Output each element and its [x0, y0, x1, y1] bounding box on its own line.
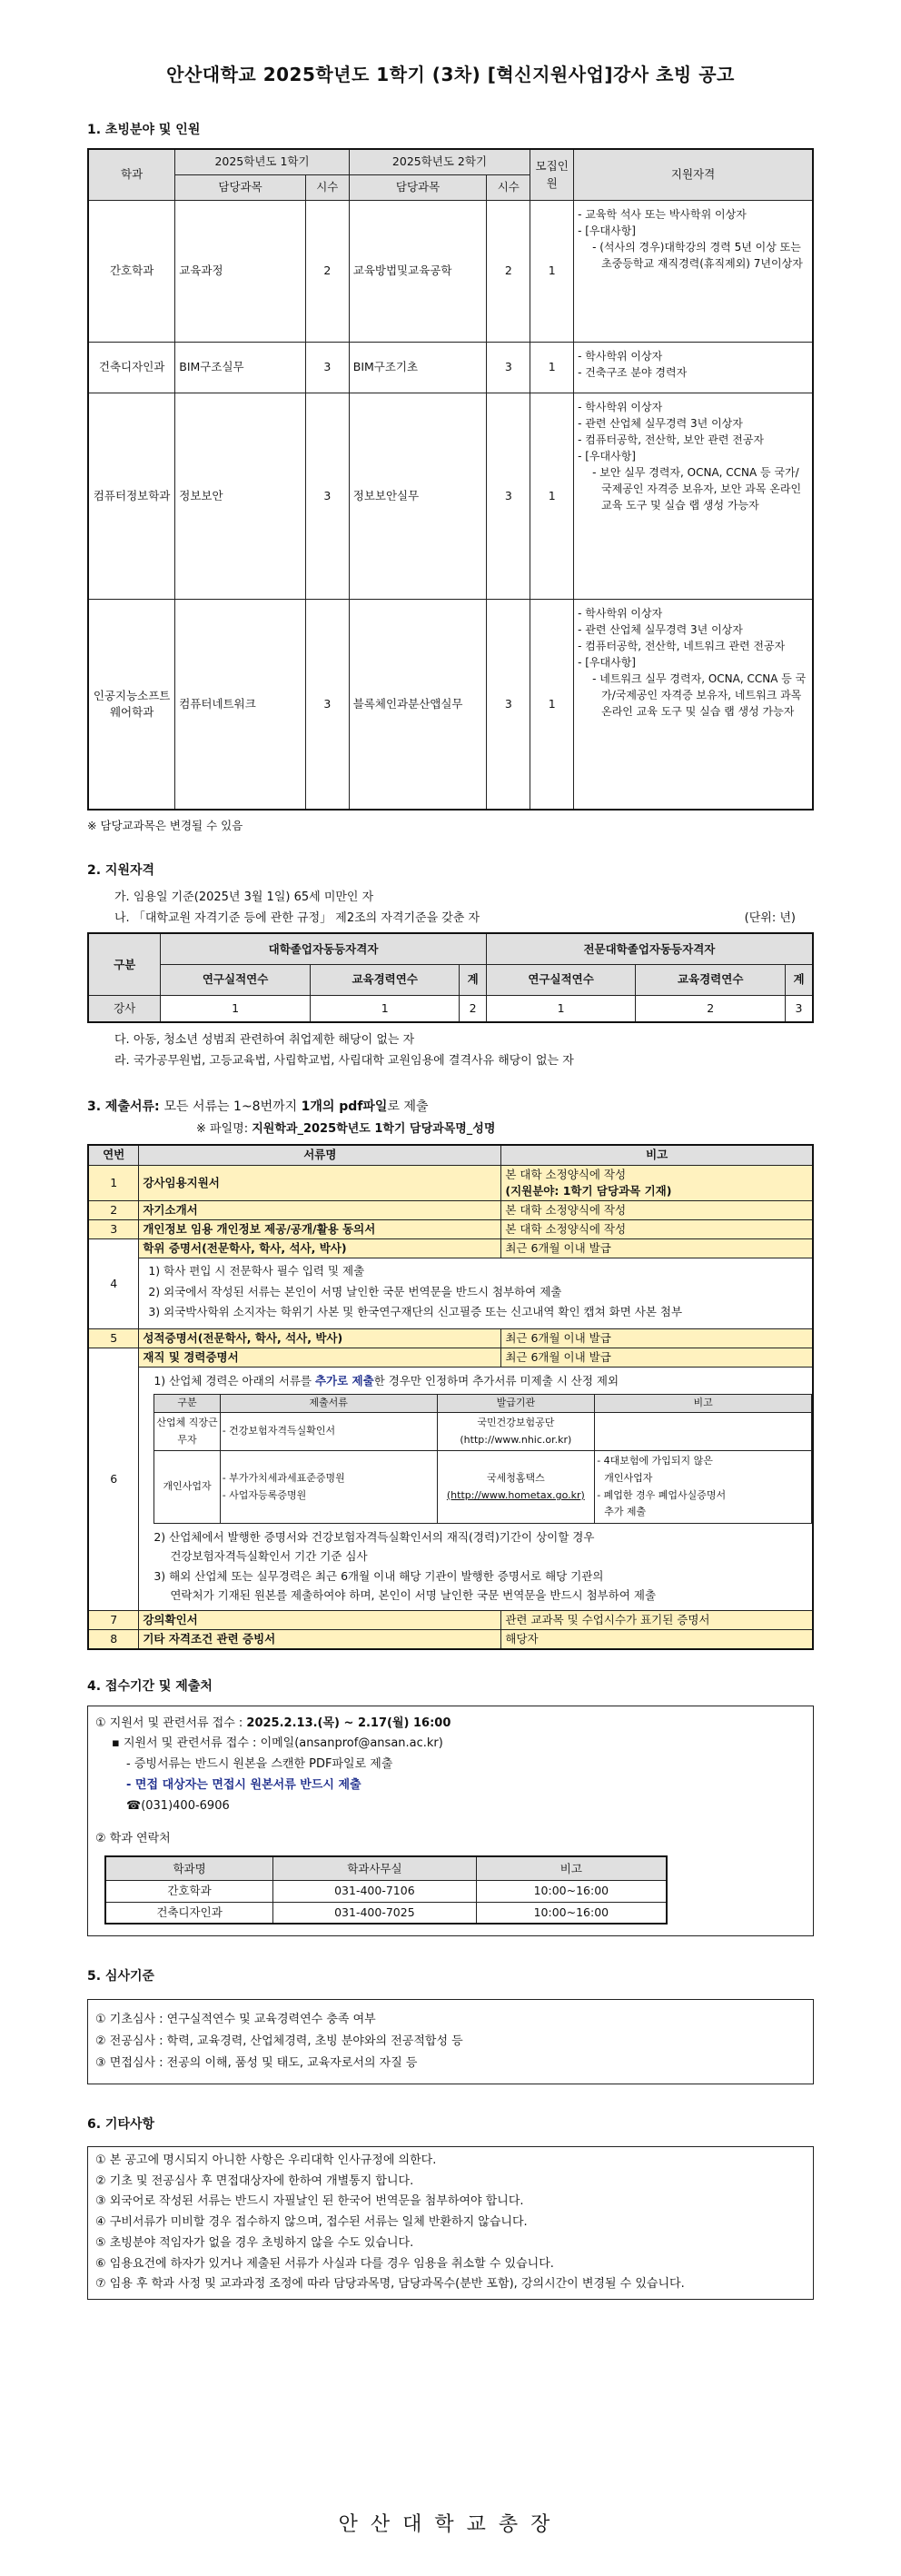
header-rem: 비고	[595, 1395, 812, 1413]
qual-ga: 가. 임용일 기준(2025년 3월 1일) 65세 미만인 자	[114, 890, 374, 904]
header-dept: 학과	[88, 149, 175, 200]
header-qual: 지원자격	[574, 149, 813, 200]
section-2-heading: 2. 지원자격	[87, 863, 155, 879]
kind-cell: 개인사업자	[154, 1451, 220, 1524]
intro-text: 모든 서류는 1~8번까지	[163, 1099, 302, 1115]
header-org: 발급기관	[437, 1395, 595, 1413]
header-doc: 제출서류	[220, 1395, 437, 1413]
qual-line: - [우대사항]	[578, 224, 636, 237]
org-cell	[437, 1413, 595, 1451]
misc-item: ⑦ 임용 후 학과 사정 및 교과과정 조정에 따라 담당과목명, 담당과목수(분반 포함), 강의시간이 변경될 수 있습니다.	[95, 2277, 685, 2292]
doc-remark: 최근 6개월 이내 발급	[501, 1239, 813, 1258]
header-dept: 학과명	[105, 1856, 273, 1880]
table-row	[88, 1165, 813, 1200]
rem-cell	[595, 1451, 812, 1524]
header-edu: 교육경력연수	[636, 964, 786, 995]
detail-line: 건강보험자격득실확인서 기간 기준 심사	[170, 1549, 368, 1564]
detail-line: 3) 해외 산업체 또는 실무경력은 최근 6개월 이내 해당 기관이 발행한 증명서로 해당 기관의	[153, 1568, 604, 1583]
header-coll: 전문대학졸업자동등자격자	[486, 933, 813, 964]
course-cell: 정보보안실무	[349, 393, 487, 599]
table-row	[88, 1611, 813, 1630]
criteria-item: ① 기초심사 : 연구실적연수 및 교육경력연수 충족 여부	[95, 2012, 376, 2026]
qual-line: - [우대사항]	[578, 449, 636, 462]
header-edu: 교육경력연수	[310, 964, 460, 995]
header-rem: 비고	[501, 1145, 813, 1165]
dept-cell: 컴퓨터정보학과	[88, 393, 175, 599]
doc-remark: 관련 교과목 및 수업시수가 표기된 증명서	[501, 1611, 813, 1630]
pdf-note: - 증빙서류는 반드시 원본을 스캔한 PDF파일로 제출	[126, 1757, 393, 1772]
remark-line: 본 대학 소정양식에 작성	[505, 1167, 627, 1181]
doc-line: - 부가가치세과세표준증명원	[222, 1472, 345, 1485]
detail-text: 한 경우만 인정하며 추가서류 미제출 시 산정 제외	[373, 1374, 619, 1388]
dept-cell: 건축디자인과	[105, 1902, 273, 1924]
kind-cell: 산업체 직장근무자	[154, 1413, 220, 1451]
table-row	[88, 599, 813, 810]
table-row-detail	[88, 1258, 813, 1329]
org-cell	[437, 1451, 595, 1524]
doc-remark: 본 대학 소정양식에 작성	[501, 1200, 813, 1219]
doc-cell: - 건강보험자격득실확인서	[220, 1413, 437, 1451]
detail-line: 2) 산업체에서 발행한 증명서와 건강보험자격득실확인서의 재직(경력)기간이 상이할 경우	[153, 1530, 595, 1545]
table-row	[88, 1239, 813, 1258]
period-label: ① 지원서 및 관련서류 접수 :	[95, 1716, 247, 1730]
course-cell: 교육방법및교육공학	[349, 200, 487, 342]
section-5-heading: 5. 심사기준	[87, 1969, 155, 1984]
hours-cell: 3	[487, 599, 530, 810]
doc-details	[139, 1258, 813, 1329]
doc-name: 학위 증명서(전문학사, 학사, 석사, 박사)	[139, 1239, 501, 1258]
hours-cell: 3	[305, 393, 349, 599]
header-kind: 구분	[154, 1395, 220, 1413]
detail-line: 1) 학사 편입 시 전문학사 필수 입력 및 제출	[148, 1264, 365, 1278]
hours-cell: 10:00~16:00	[476, 1902, 667, 1924]
doc-name: 자기소개서	[139, 1200, 501, 1219]
header-sem1: 2025학년도 1학기	[175, 149, 350, 174]
header-hours: 시수	[305, 174, 349, 200]
filename-label: ※ 파일명:	[196, 1122, 252, 1137]
header-count: 모집인원	[530, 149, 574, 200]
value-cell: 1	[310, 995, 460, 1022]
header-kind: 구분	[88, 933, 161, 995]
qual-line: - (석사의 경우)대학강의 경력 5년 이상 또는 초중등학교 재직경력(휴직제외) 7년이상자	[592, 240, 803, 270]
qual-line: - 관련 산업체 실무경력 3년 이상자	[578, 622, 743, 636]
period-line	[95, 1714, 806, 1735]
doc-line: - 사업자등록증명원	[222, 1488, 307, 1501]
table-row	[88, 1200, 813, 1219]
documents-table	[87, 1144, 814, 1650]
interview-note: - 면접 대상자는 면접시 원본서류 반드시 제출	[126, 1777, 361, 1792]
row-no: 1	[88, 1165, 139, 1200]
count-cell: 1	[530, 599, 574, 810]
value-cell: 3	[785, 995, 813, 1022]
qual-line: - 관련 산업체 실무경력 3년 이상자	[578, 416, 743, 430]
row-label: 강사	[88, 995, 161, 1022]
rem-line: - 4대보험에 가입되지 않은	[597, 1455, 713, 1467]
org-name: 국세청홈택스	[486, 1472, 545, 1485]
phone-line: ☎(031)400-6906	[126, 1798, 230, 1813]
qual-cell	[574, 342, 813, 393]
section-1-heading: 1. 초빙분야 및 인원	[87, 123, 201, 137]
hours-cell: 2	[305, 200, 349, 342]
table-row	[105, 1902, 667, 1924]
filename-line	[87, 1121, 814, 1139]
qual-line: - 학사학위 이상자	[578, 606, 663, 620]
rem-line: 개인사업자	[604, 1472, 653, 1485]
hours-cell: 3	[305, 599, 349, 810]
table-row	[88, 393, 813, 599]
value-cell: 1	[161, 995, 311, 1022]
table-row	[88, 1630, 813, 1650]
misc-item: ⑤ 초빙분야 적임자가 없을 경우 초빙하지 않을 수도 있습니다.	[95, 2235, 414, 2250]
org-name: 국민건강보험공단	[477, 1417, 555, 1429]
misc-item: ⑥ 임용요건에 하자가 있거나 제출된 서류가 사실과 다를 경우 임용을 취소할 수 있습니다.	[95, 2256, 554, 2271]
qual-line: - 컴퓨터공학, 전산학, 보안 관련 전공자	[578, 433, 765, 446]
misc-item: ④ 구비서류가 미비할 경우 접수하지 않으며, 접수된 서류는 일체 반환하지 않습니다.	[95, 2215, 528, 2230]
intro-bold: 1개의 pdf파일	[301, 1099, 388, 1115]
detail-line: 2) 외국에서 작성된 서류는 본인이 서명 날인한 국문 번역문을 반드시 첨부하여 제출	[148, 1284, 562, 1298]
qual-line: - 건축구조 분야 경력자	[578, 365, 688, 379]
detail-line: 3) 외국박사학위 소지자는 학위기 사본 및 한국연구재단의 신고필증 또는 신고내역 확인 캡쳐 화면 사본 첨부	[148, 1305, 683, 1319]
doc-name: 재직 및 경력증명서	[139, 1348, 501, 1367]
doc-name: 기타 자격조건 관련 증빙서	[139, 1630, 501, 1650]
criteria-item: ③ 면접심사 : 전공의 이해, 품성 및 태도, 교육자로서의 자질 등	[95, 2055, 418, 2070]
rem-cell	[595, 1413, 812, 1451]
header-res: 연구실적연수	[161, 964, 311, 995]
table-row	[88, 1328, 813, 1348]
misc-item: ② 기초 및 전공심사 후 면접대상자에 한하여 개별통지 합니다.	[95, 2173, 414, 2188]
doc-remark: 최근 6개월 이내 발급	[501, 1328, 813, 1348]
row-no: 8	[88, 1630, 139, 1650]
misc-box	[87, 2146, 814, 2300]
contacts-label: ② 학과 연락처	[95, 1832, 171, 1846]
course-cell: BIM구조기초	[349, 342, 487, 393]
count-cell: 1	[530, 200, 574, 342]
qual-line: - 학사학위 이상자	[578, 349, 663, 363]
header-univ: 대학졸업자동등자격자	[161, 933, 486, 964]
table-row	[88, 342, 813, 393]
dept-cell: 건축디자인과	[88, 342, 175, 393]
table-row	[154, 1451, 812, 1524]
doc-name: 강사임용지원서	[139, 1165, 501, 1200]
doc-remark: 최근 6개월 이내 발급	[501, 1348, 813, 1367]
section-3-heading-line	[87, 1098, 814, 1116]
header-sum: 계	[785, 964, 813, 995]
header-sem2: 2025학년도 2학기	[349, 149, 530, 174]
section-4-heading: 4. 접수기간 및 제출처	[87, 1679, 213, 1695]
header-rem: 비고	[476, 1856, 667, 1880]
row-no: 4	[88, 1239, 139, 1329]
criteria-item: ② 전공심사 : 학력, 교육경력, 산업체경력, 초빙 분야와의 전공적합성 등	[95, 2034, 463, 2048]
doc-name: 성적증명서(전문학사, 학사, 석사, 박사)	[139, 1328, 501, 1348]
dept-cell: 인공지능소프트웨어학과	[88, 599, 175, 810]
header-doc: 서류명	[139, 1145, 501, 1165]
detail-emphasis: 추가로 제출	[314, 1374, 374, 1388]
tel-cell: 031-400-7025	[273, 1902, 477, 1924]
tel-cell: 031-400-7106	[273, 1880, 477, 1902]
course-change-note: ※ 담당교과목은 변경될 수 있음	[87, 819, 243, 833]
hours-cell: 2	[487, 200, 530, 342]
org-url: (http://www.nhic.or.kr)	[460, 1433, 572, 1446]
page-title: 안산대학교 2025학년도 1학기 (3차) [혁신지원사업]강사 초빙 공고	[166, 64, 735, 85]
email-line: ▪ 지원서 및 관련서류 접수 : 이메일(ansanprof@ansan.ac.kr)	[112, 1736, 443, 1751]
detail-text: 1) 산업체 경력은 아래의 서류를	[153, 1374, 315, 1388]
row-no: 6	[88, 1348, 139, 1610]
detail-line	[146, 1371, 805, 1390]
table-row	[88, 1220, 813, 1239]
doc-cell	[220, 1451, 437, 1524]
doc-name: 개인정보 임용 개인정보 제공/공개/활용 동의서	[139, 1220, 501, 1239]
misc-item: ③ 외국어로 작성된 서류는 반드시 자필날인 된 한국어 번역문을 첨부하여야 합니다.	[95, 2194, 524, 2209]
qual-cell	[574, 200, 813, 342]
hours-cell: 3	[487, 342, 530, 393]
filename-format: 지원학과_2025학년도 1학기 담당과목명_성명	[252, 1122, 496, 1137]
rem-line: - 폐업한 경우 폐업사실증명서	[597, 1488, 727, 1501]
table-row	[154, 1413, 812, 1451]
header-course: 담당과목	[349, 174, 487, 200]
hours-cell: 3	[487, 393, 530, 599]
row-no: 2	[88, 1200, 139, 1219]
row-no: 3	[88, 1220, 139, 1239]
section-3-heading: 3. 제출서류:	[87, 1099, 160, 1115]
doc-remark	[501, 1165, 813, 1200]
signature-footer: 안산대학교총장	[338, 2513, 563, 2536]
value-cell: 1	[486, 995, 636, 1022]
table-row	[105, 1880, 667, 1902]
qualification-table	[87, 932, 814, 1023]
unit-label: (단위: 년)	[744, 910, 796, 925]
header-no: 연번	[88, 1145, 139, 1165]
value-cell: 2	[460, 995, 486, 1022]
qual-ra: 라. 국가공무원법, 고등교육법, 사립학교법, 사립대학 교원임용에 결격사유 해당이 없는 자	[114, 1054, 574, 1069]
qual-line: - 교육학 석사 또는 박사학위 이상자	[578, 207, 747, 221]
qual-line: - 보안 실무 경력자, OCNA, CCNA 등 국가/국제공인 자격증 보유자, 보안 과목 온라인 교육 도구 및 실습 랩 생성 가능자	[592, 465, 802, 512]
row-no: 5	[88, 1328, 139, 1348]
course-cell: 블록체인과분산앱실무	[349, 599, 487, 810]
contacts-table	[104, 1855, 668, 1925]
value-cell: 2	[636, 995, 786, 1022]
count-cell: 1	[530, 342, 574, 393]
qual-line: - 학사학위 이상자	[578, 400, 663, 413]
detail-line: 연락처가 기재된 원본를 제출하여야 하며, 본인이 서명 날인한 국문 번역문을 반드시 첨부하여 제출	[170, 1587, 657, 1602]
count-cell: 1	[530, 393, 574, 599]
header-sum: 계	[460, 964, 486, 995]
dept-cell: 간호학과	[88, 200, 175, 342]
qual-line: - 컴퓨터공학, 전산학, 네트워크 관련 전공자	[578, 639, 786, 652]
dept-cell: 간호학과	[105, 1880, 273, 1902]
qual-line: - [우대사항]	[578, 655, 636, 669]
recruitment-table	[87, 148, 814, 811]
course-cell: 정보보안	[175, 393, 306, 599]
remark-line: (지원분야: 1학기 담당과목 기재)	[505, 1183, 672, 1198]
section-6-heading: 6. 기타사항	[87, 2116, 155, 2132]
qual-cell	[574, 393, 813, 599]
table-row	[88, 995, 813, 1022]
intro-text-end: 로 제출	[387, 1099, 429, 1115]
qual-line: - 네트워크 실무 경력자, OCNA, CCNA 등 국가/국제공인 자격증 보유자, 네트워크 과목 온라인 교육 도구 및 실습 랩 생성 가능자	[592, 671, 807, 718]
header-tel: 학과사무실	[273, 1856, 477, 1880]
period-value: 2025.2.13.(목) ~ 2.17(월) 16:00	[246, 1716, 451, 1730]
header-course: 담당과목	[175, 174, 306, 200]
qual-da: 다. 아동, 청소년 성범죄 관련하여 취업제한 해당이 없는 자	[114, 1033, 415, 1048]
rem-line: 추가 제출	[604, 1506, 647, 1518]
hours-cell: 3	[305, 342, 349, 393]
submission-box	[87, 1706, 814, 1937]
doc-details	[139, 1368, 813, 1611]
doc-remark: 해당자	[501, 1630, 813, 1650]
industry-docs-table	[153, 1394, 812, 1524]
table-row	[88, 200, 813, 342]
table-row	[88, 1348, 813, 1367]
course-cell: 컴퓨터네트워크	[175, 599, 306, 810]
table-row-detail	[88, 1368, 813, 1611]
qual-cell	[574, 599, 813, 810]
course-cell: 교육과정	[175, 200, 306, 342]
misc-item: ① 본 공고에 명시되지 아니한 사항은 우리대학 인사규정에 의한다.	[95, 2153, 437, 2167]
course-cell: BIM구조실무	[175, 342, 306, 393]
header-res: 연구실적연수	[486, 964, 636, 995]
qual-na-line	[87, 910, 814, 928]
row-no: 7	[88, 1611, 139, 1630]
hours-cell: 10:00~16:00	[476, 1880, 667, 1902]
doc-name: 강의확인서	[139, 1611, 501, 1630]
header-hours: 시수	[487, 174, 530, 200]
criteria-box	[87, 1999, 814, 2084]
qual-na: 나. 「대학교원 자격기준 등에 관한 규정」 제2조의 자격기준을 갖춘 자	[114, 910, 480, 925]
doc-remark: 본 대학 소정양식에 작성	[501, 1220, 813, 1239]
org-url: (http://www.hometax.go.kr)	[446, 1488, 585, 1501]
